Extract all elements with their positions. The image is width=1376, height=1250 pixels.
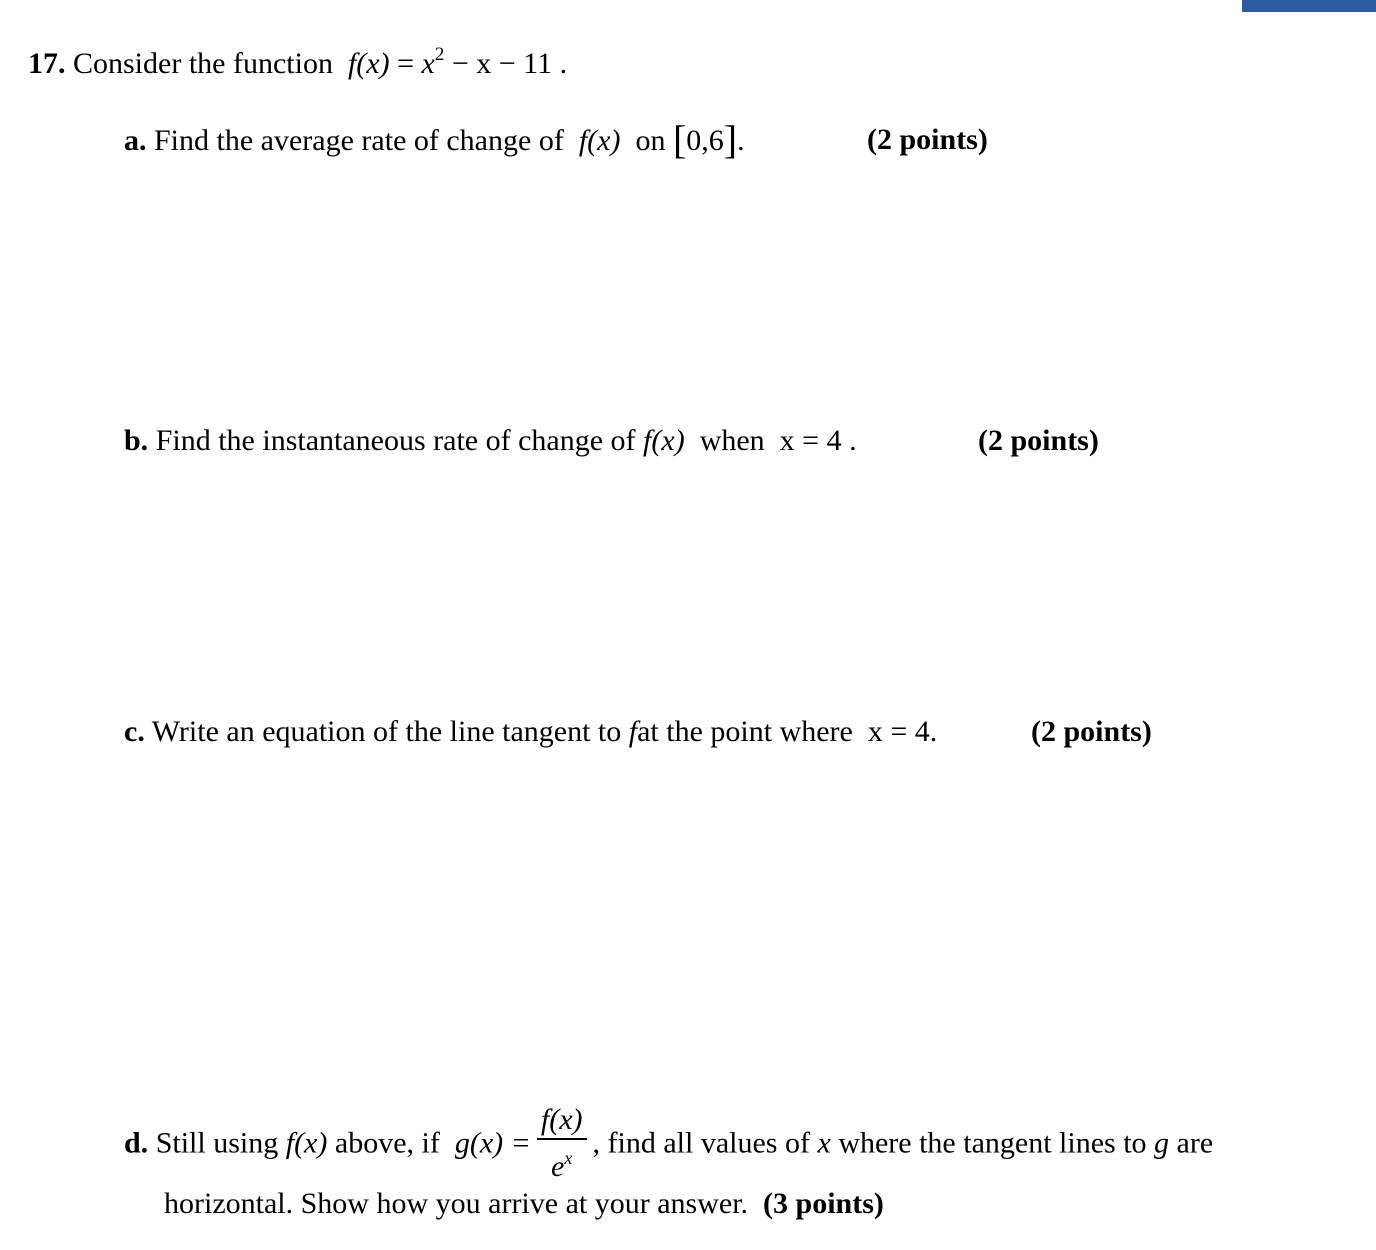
part-c-text2: at the point where: [637, 715, 853, 748]
part-a-right-bracket: ]: [723, 117, 738, 162]
part-a-points: (2 points): [867, 123, 988, 156]
part-c-points: (2 points): [1031, 715, 1152, 748]
problem-number: 17.: [28, 47, 66, 80]
function-lhs: f(x): [347, 47, 390, 80]
part-b-text: Find the instantaneous rate of change of: [155, 424, 636, 457]
problem-intro: Consider the function: [73, 47, 333, 80]
part-d-text3: find all values of: [607, 1126, 810, 1160]
part-d-x: x: [817, 1126, 831, 1160]
part-b-fx: f(x): [643, 424, 685, 457]
part-a-end: .: [737, 124, 745, 157]
part-b-label: b.: [124, 424, 149, 457]
function-base: x: [421, 47, 435, 80]
part-d-fraction: [537, 1104, 587, 1183]
part-d-numerator: f(x): [537, 1104, 587, 1140]
part-d-text4: where the tangent lines to: [838, 1126, 1147, 1160]
part-a-on: on: [635, 124, 666, 157]
part-c-f: f: [628, 715, 638, 748]
part-d-text5: are: [1176, 1126, 1214, 1160]
part-d-g: g: [1154, 1126, 1170, 1160]
part-a: [124, 117, 745, 162]
corner-accent-bar: [1242, 0, 1376, 12]
part-b-condition: x = 4 .: [779, 424, 857, 457]
part-d-comma: ,: [592, 1126, 601, 1160]
part-d-denominator-base: e: [551, 1150, 565, 1183]
part-a-left-bracket: [: [672, 117, 687, 162]
part-b-when: when: [699, 424, 765, 457]
part-c: [124, 714, 937, 750]
function-exponent: 2: [434, 44, 445, 65]
part-d-gx: g(x) =: [454, 1126, 531, 1160]
part-a-label: a.: [124, 124, 147, 157]
part-a-text: Find the average rate of change of: [154, 124, 564, 157]
part-d-fx: f(x): [285, 1126, 328, 1160]
part-d-points: (3 points): [763, 1187, 884, 1220]
part-d: [124, 1103, 1214, 1185]
part-d-text2: above, if: [334, 1126, 440, 1160]
part-d-line2: [164, 1186, 884, 1222]
part-c-condition: x = 4.: [867, 715, 938, 748]
function-eq: =: [389, 47, 422, 80]
part-d-text: Still using: [155, 1126, 279, 1160]
function-rest: − x − 11 .: [444, 47, 568, 80]
problem-header: [28, 37, 567, 82]
part-d-denominator: [537, 1140, 587, 1183]
part-d-line2-text: horizontal. Show how you arrive at your answer.: [164, 1187, 749, 1220]
part-b: [124, 423, 857, 459]
part-b-points: (2 points): [978, 424, 1099, 457]
part-c-text: Write an equation of the line tangent to: [151, 715, 622, 748]
part-d-label: d.: [124, 1126, 149, 1160]
part-c-label: c.: [124, 715, 145, 748]
part-d-denominator-exponent: x: [564, 1148, 573, 1168]
part-a-interval: 0,6: [686, 124, 724, 157]
part-a-fx: f(x): [578, 124, 621, 157]
